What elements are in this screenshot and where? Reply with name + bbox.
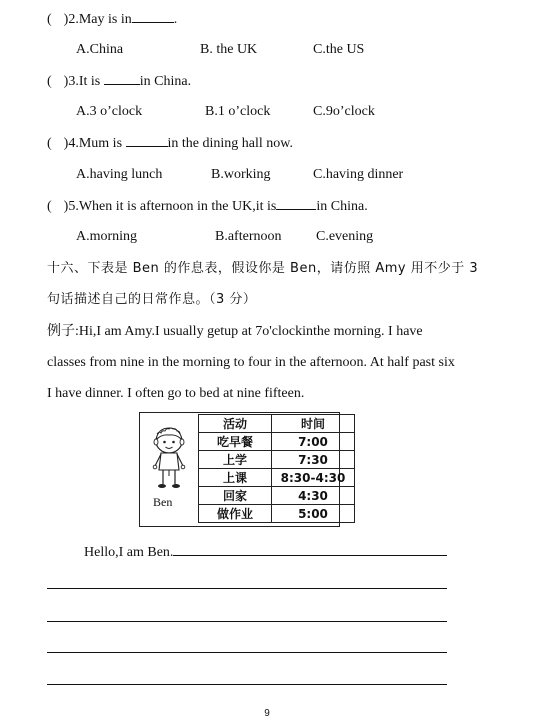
option-a: A.China <box>76 42 124 57</box>
activity-cell: 上课 <box>199 469 272 487</box>
header-time: 时间 <box>272 415 355 433</box>
question-3: ( )3.It is in China. <box>47 74 192 89</box>
activity-cell: 吃早餐 <box>199 433 272 451</box>
answer-line[interactable] <box>47 588 447 589</box>
activity-cell: 上学 <box>199 451 272 469</box>
table-row <box>199 505 355 523</box>
answer-start-text: Hello,I am Ben. <box>84 545 174 560</box>
activity-cell: 回家 <box>199 487 272 505</box>
time-cell: 7:00 <box>272 433 355 451</box>
option-b: B.working <box>211 167 271 182</box>
page-number: 9 <box>264 708 270 719</box>
answer-blank[interactable] <box>104 72 140 85</box>
option-a: A.having lunch <box>76 167 163 182</box>
example-line1: 例子:Hi,I am Amy.I usually getup at 7o'clockinthe morning. I have <box>47 324 423 339</box>
answer-blank[interactable] <box>276 197 316 210</box>
section-16-instruction-line2: 句话描述自己的日常作息。（3 分） <box>47 292 257 307</box>
example-line3: I have dinner. I often go to bed at nine fifteen. <box>47 386 305 401</box>
example-line2: classes from nine in the morning to four in the afternoon. At half past six <box>47 355 455 370</box>
option-c: C.the US <box>313 42 365 57</box>
answer-start-line <box>84 543 447 562</box>
ben-name-label: Ben <box>153 495 173 509</box>
table-row <box>199 487 355 505</box>
answer-line[interactable] <box>47 621 447 622</box>
table-row <box>199 469 355 487</box>
table-row <box>199 451 355 469</box>
time-cell: 8:30-4:30 <box>272 469 355 487</box>
time-cell: 7:30 <box>272 451 355 469</box>
question-2: ( )2.May is in . <box>47 12 178 27</box>
table-header-row <box>199 415 355 433</box>
time-cell: 5:00 <box>272 505 355 523</box>
option-a: A.morning <box>76 229 138 244</box>
time-cell: 4:30 <box>272 487 355 505</box>
boy-avatar-icon <box>146 424 192 494</box>
question-5: ( )5.When it is afternoon in the UK,it is in China. <box>47 199 368 214</box>
option-b: B. the UK <box>200 42 258 57</box>
header-activity: 活动 <box>199 415 272 433</box>
answer-blank[interactable] <box>132 10 174 23</box>
ben-illustration <box>146 424 192 494</box>
schedule-table <box>198 414 355 523</box>
option-b: B.afternoon <box>215 229 282 244</box>
table-row <box>199 433 355 451</box>
question-4: ( )4.Mum is in the dining hall now. <box>47 136 293 151</box>
option-a: A.3 o’clock <box>76 104 143 119</box>
activity-cell: 做作业 <box>199 505 272 523</box>
answer-line[interactable] <box>47 684 447 685</box>
option-b: B.1 o’clock <box>205 104 271 119</box>
answer-line[interactable] <box>47 652 447 653</box>
answer-blank[interactable] <box>173 543 447 556</box>
section-16-instruction-line1: 十六、下表是 Ben 的作息表，假设你是 Ben，请仿照 Amy 用不少于 3 <box>47 261 479 276</box>
answer-blank[interactable] <box>126 134 168 147</box>
option-c: C.9o’clock <box>313 104 375 119</box>
option-c: C.evening <box>316 229 374 244</box>
option-c: C.having dinner <box>313 167 404 182</box>
